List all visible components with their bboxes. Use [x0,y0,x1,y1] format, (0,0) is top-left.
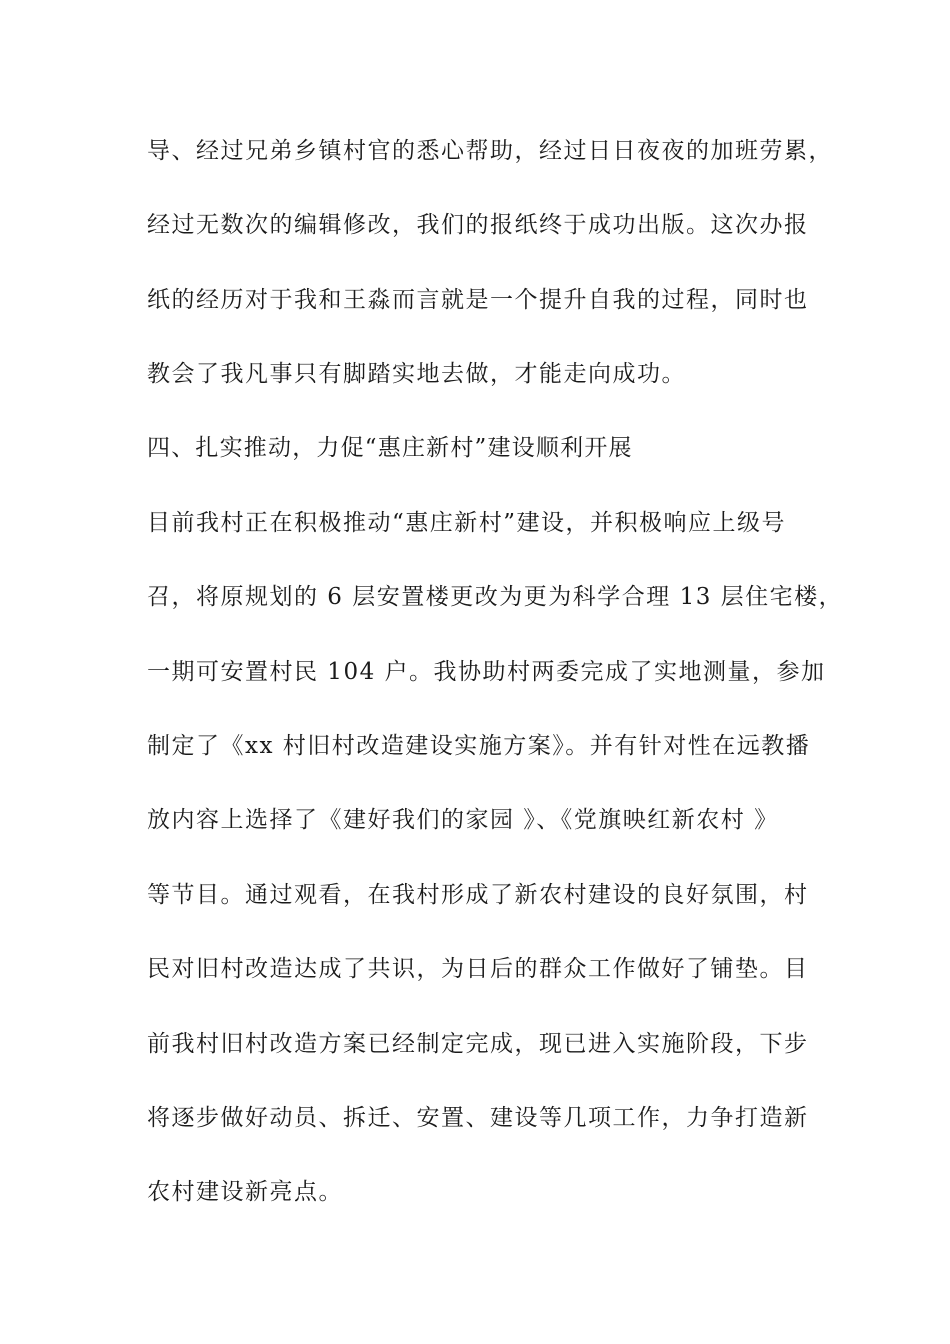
paragraph-line: 放内容上选择了《建好我们的家园 》、《党旗映红新农村 》 [147,807,779,833]
paragraph-line: 经过无数次的编辑修改，我们的报纸终于成功出版。这次办报 [147,212,809,238]
paragraph-line: 一期可安置村民 104 户。我协助村两委完成了实地测量，参加 [147,659,826,685]
section-heading: 四、扎实推动，力促“惠庄新村”建设顺利开展 [147,435,633,461]
paragraph-line: 目前我村正在积极推动“惠庄新村”建设，并积极响应上级号 [147,510,787,536]
paragraph-line: 前我村旧村改造方案已经制定完成，现已进入实施阶段，下步 [147,1031,809,1057]
paragraph-line: 等节目。通过观看，在我村形成了新农村建设的良好氛围，村 [147,882,809,908]
paragraph-line: 纸的经历对于我和王淼而言就是一个提升自我的过程，同时也 [147,287,809,313]
paragraph-line: 农村建设新亮点。 [147,1179,343,1205]
paragraph-line: 导、经过兄弟乡镇村官的悉心帮助，经过日日夜夜的加班劳累， [147,138,833,164]
paragraph-line: 教会了我凡事只有脚踏实地去做，才能走向成功。 [147,361,686,387]
paragraph-line: 制定了《xx 村旧村改造建设实施方案》。并有针对性在远教播 [147,733,811,759]
paragraph-line: 将逐步做好动员、拆迁、安置、建设等几项工作，力争打造新 [147,1105,809,1131]
paragraph-line: 民对旧村改造达成了共识，为日后的群众工作做好了铺垫。目 [147,956,809,982]
paragraph-line: 召，将原规划的 6 层安置楼更改为更为科学合理 13 层住宅楼， [147,584,844,610]
